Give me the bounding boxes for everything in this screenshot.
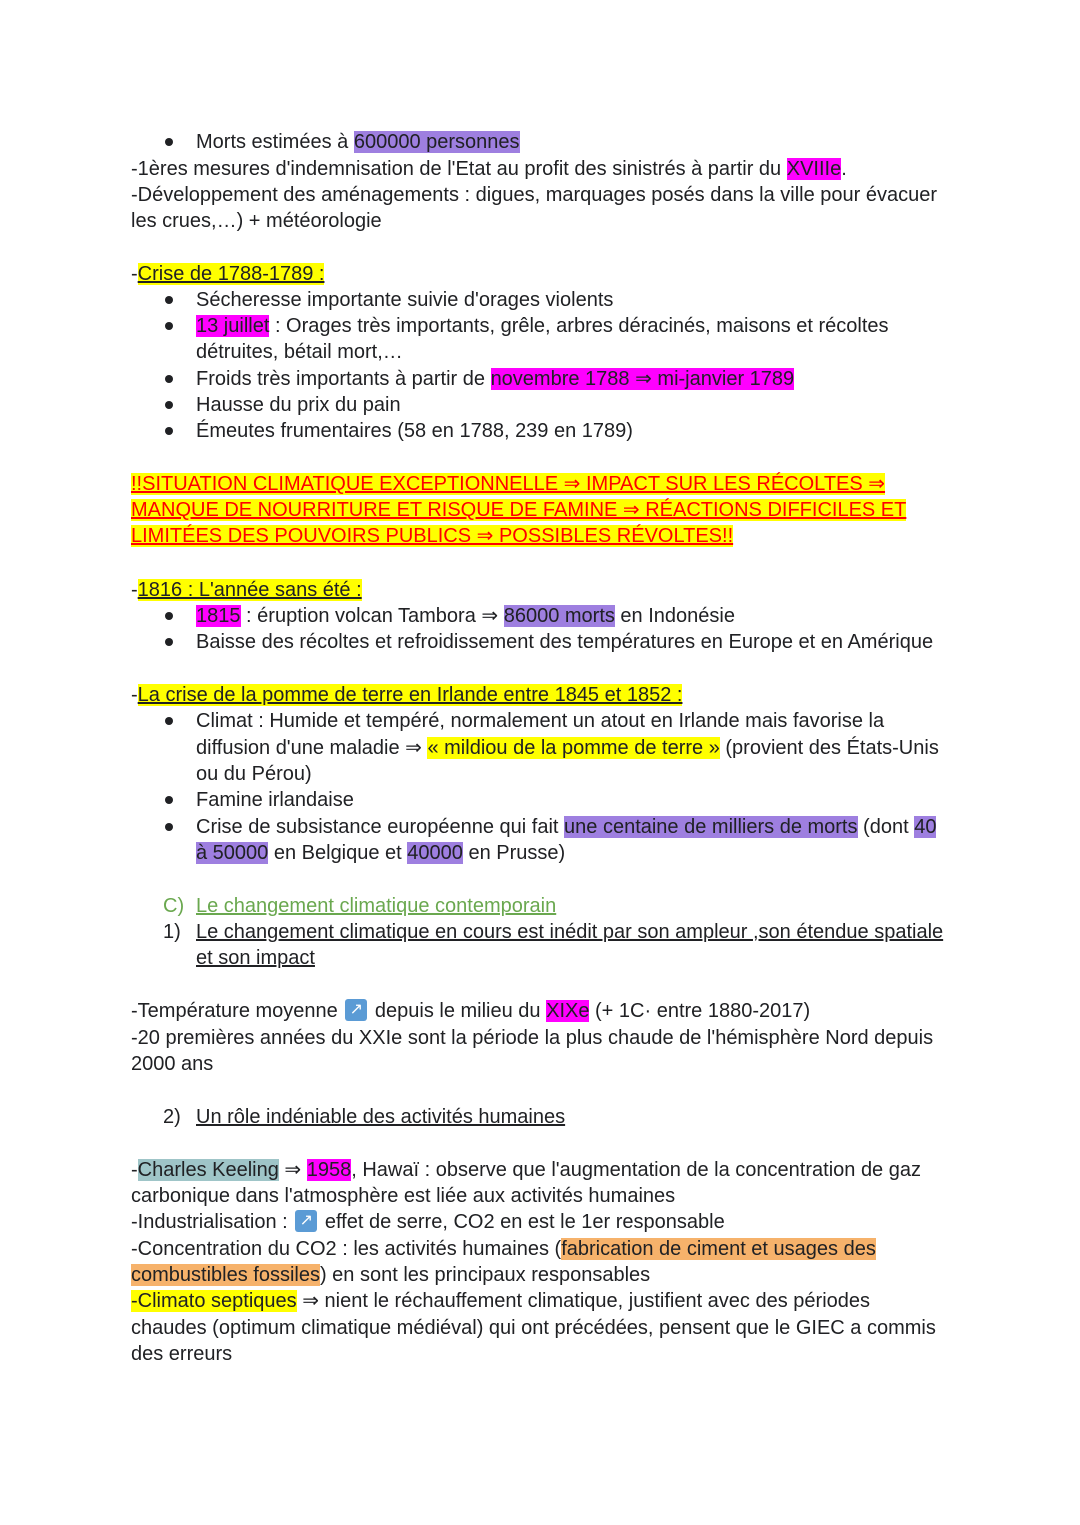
bullet-icon: [165, 717, 173, 725]
bullet-icon: [165, 823, 173, 831]
highlight: Climato septiques: [137, 1290, 297, 1312]
irlande-heading: [131, 682, 682, 708]
subsection-title: Le changement climatique en cours est inédit par son ampleur ,son étendue spatiale: [196, 921, 944, 943]
bullet-icon: [165, 401, 173, 409]
highlight: 86000 morts: [503, 605, 615, 627]
dash: -: [131, 1159, 138, 1181]
text: , Hawaï : observe que l'augmentation de la concentration de gaz: [351, 1159, 921, 1181]
text: (provient des États-Unis: [719, 737, 939, 759]
list-item-cont: ou du Pérou): [196, 763, 312, 785]
co2-line: [131, 1236, 876, 1262]
highlight: 40000: [407, 842, 463, 864]
alert-line: [131, 471, 885, 497]
highlight: 1958: [306, 1159, 352, 1181]
highlight: « mildiou de la pomme de terre »: [427, 737, 720, 759]
highlight: 40: [914, 816, 937, 838]
alert-line: [131, 523, 733, 549]
list-item: Climat : Humide et tempéré, normalement un atout en Irlande mais favorise la: [196, 710, 885, 732]
text: depuis le milieu du: [369, 1000, 547, 1022]
text: -1ères mesures d'indemnisation de l'Etat au profit des sinistrés à partir du: [131, 158, 787, 180]
section-c-title: Le changement climatique contemporain: [196, 895, 557, 917]
amenagements-line-cont: les crues,…) + météorologie: [131, 210, 382, 232]
arrow-up-right-icon: [295, 1210, 317, 1232]
text: -Industrialisation :: [131, 1211, 294, 1233]
highlight: à 50000: [196, 842, 269, 864]
list-item: Sécheresse importante suivie d'orages violents: [196, 289, 614, 311]
indemnisation-line: [131, 156, 847, 182]
bullet-icon: [165, 322, 173, 330]
paragraph-line: carbonique dans l'atmosphère est liée aux activités humaines: [131, 1185, 676, 1207]
text: en Indonésie: [614, 605, 735, 627]
list-item-cont: [196, 735, 939, 761]
climato-line: [131, 1288, 870, 1314]
text: (+ 1C· entre 1880-2017): [589, 1000, 811, 1022]
arrow-up-right-icon: [345, 999, 367, 1021]
dash: -: [131, 1290, 138, 1312]
text: : éruption volcan Tambora ⇒: [240, 605, 504, 627]
highlight: novembre 1788 ⇒ mi-janvier 1789: [490, 368, 795, 390]
alert-text: !!SITUATION CLIMATIQUE EXCEPTIONNELLE ⇒ IMPACT SUR LES RÉCOLTES ⇒: [131, 473, 886, 495]
highlight: XIXe: [546, 1000, 590, 1022]
subsection-title-cont: et son impact: [196, 947, 315, 969]
temperature-line: [131, 998, 810, 1024]
annee-1816-heading: [131, 577, 362, 603]
text: -Concentration du CO2 : les activités humaines (: [131, 1238, 562, 1260]
text: -Température moyenne: [131, 1000, 344, 1022]
highlight: une centaine de milliers de morts: [564, 816, 858, 838]
text: effet de serre, CO2 en est le 1er responsable: [319, 1211, 725, 1233]
paragraph-line: 2000 ans: [131, 1053, 214, 1075]
heading-text: Crise de 1788-1789 :: [137, 263, 325, 285]
industrialisation-line: [131, 1209, 725, 1235]
alert-text: LIMITÉES DES POUVOIRS PUBLICS ⇒ POSSIBLES RÉVOLTES!!: [131, 525, 734, 547]
list-item-cont: détruites, bétail mort,…: [196, 341, 403, 363]
text: ⇒: [278, 1159, 307, 1181]
paragraph-line: -20 premières années du XXIe sont la période la plus chaude de l'hémisphère Nord depuis: [131, 1027, 934, 1049]
dash: -: [131, 684, 138, 706]
text: Froids très importants à partir de: [196, 368, 491, 390]
text: ) en sont les principaux responsables: [319, 1264, 651, 1286]
highlight: XVIIIe: [786, 158, 842, 180]
text: Crise de subsistance européenne qui fait: [196, 816, 565, 838]
list-item: [196, 366, 794, 392]
subsection-number: 2): [163, 1106, 181, 1128]
highlight: combustibles fossiles: [131, 1264, 320, 1286]
crise-1788-heading: [131, 261, 324, 287]
amenagements-line: -Développement des aménagements : digues, marquages posés dans la ville pour évacuer: [131, 184, 938, 206]
dash: -: [131, 263, 138, 285]
text: ⇒ nient le réchauffement climatique, justifient avec des périodes: [296, 1290, 871, 1312]
highlight: Charles Keeling: [137, 1159, 279, 1181]
alert-line: [131, 497, 906, 523]
list-item-cont: [196, 840, 565, 866]
highlight: fabrication de ciment et usages des: [561, 1238, 876, 1260]
heading-text: 1816 : L'année sans été :: [137, 579, 362, 601]
text: Morts estimées à: [196, 131, 354, 153]
highlight: 1815: [196, 605, 241, 627]
keeling-line: [131, 1157, 921, 1183]
subsection-number: 1): [163, 921, 181, 943]
text: en Belgique et: [268, 842, 408, 864]
text: (dont: [857, 816, 915, 838]
bullet-icon: [165, 638, 173, 646]
bullet-icon: [165, 427, 173, 435]
text: diffusion d'une maladie ⇒: [196, 737, 428, 759]
text: .: [841, 158, 847, 180]
deaths-estimate: [196, 129, 520, 155]
list-item: Hausse du prix du pain: [196, 394, 401, 416]
highlight: 600000 personnes: [353, 131, 520, 153]
paragraph-line: chaudes (optimum climatique médiéval) qui ont précédées, pensent que le GIEC a commis: [131, 1317, 936, 1339]
bullet-icon: [165, 612, 173, 620]
subsection-title: Un rôle indéniable des activités humaines: [196, 1106, 566, 1128]
list-item: Baisse des récoltes et refroidissement des températures en Europe et en Amérique: [196, 631, 934, 653]
list-item: [196, 313, 889, 339]
list-item: [196, 814, 936, 840]
section-c-letter: C): [163, 895, 185, 917]
bullet-icon: [165, 796, 173, 804]
list-item: Émeutes frumentaires (58 en 1788, 239 en 1789): [196, 420, 633, 442]
bullet-icon: [165, 375, 173, 383]
paragraph-line: des erreurs: [131, 1343, 233, 1365]
text: en Prusse): [462, 842, 566, 864]
alert-text: MANQUE DE NOURRITURE ET RISQUE DE FAMINE ⇒ RÉACTIONS DIFFICILES ET: [131, 499, 907, 521]
list-item: [196, 603, 735, 629]
highlight: 13 juillet: [196, 315, 270, 337]
heading-text: La crise de la pomme de terre en Irlande entre 1845 et 1852 :: [137, 684, 683, 706]
bullet-icon: [165, 296, 173, 304]
bullet-icon: [165, 138, 173, 146]
dash: -: [131, 579, 138, 601]
text: : Orages très importants, grêle, arbres déracinés, maisons et récoltes: [269, 315, 889, 337]
list-item: Famine irlandaise: [196, 789, 354, 811]
co2-line-cont: [131, 1262, 650, 1288]
